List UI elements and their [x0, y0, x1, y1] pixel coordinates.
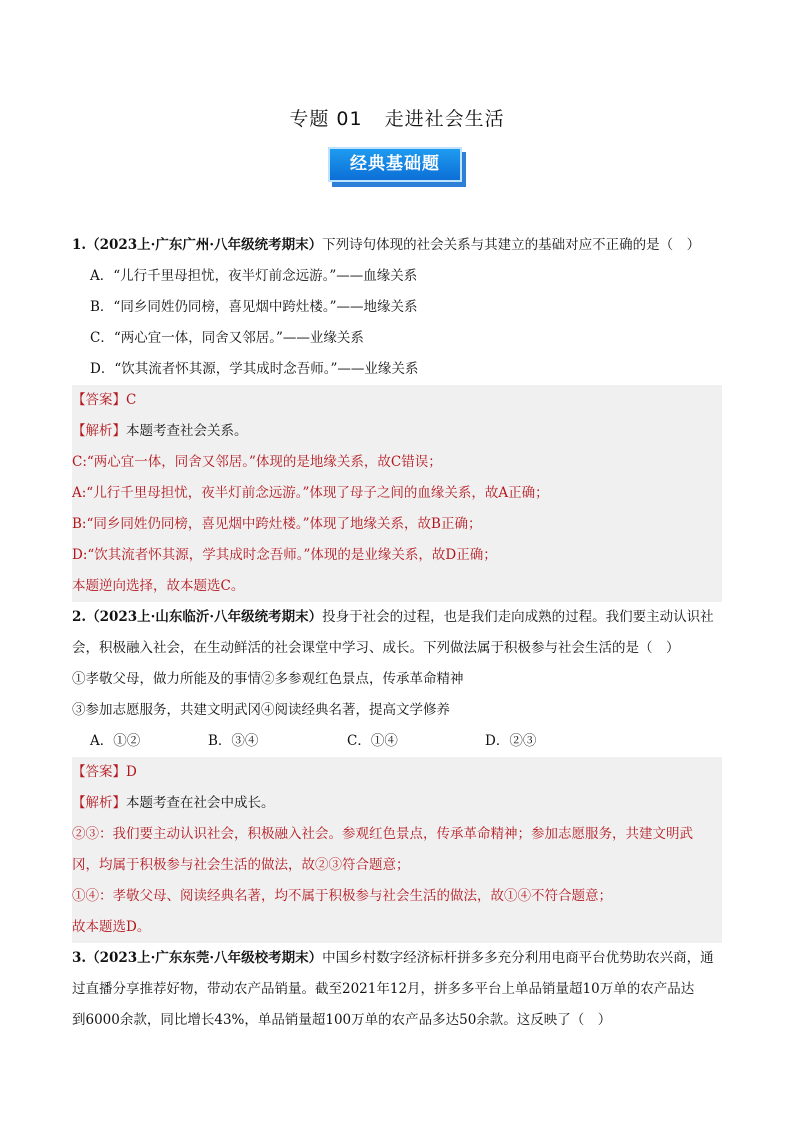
question-3-stem-cont: 到6000余款，同比增长43%，单品销量超100万单的农产品多达50余款。这反映了（ ）: [72, 1012, 612, 1028]
q1-option-d: D．“饮其流者怀其源，学其成时念吾师。”——业缘关系: [90, 361, 419, 377]
q2-options: [72, 726, 722, 757]
question-3-stem-cont: 过直播分享推荐好物，带动农产品销量。截至2021年12月，拼多多平台上单品销量超10万单的农产品达: [72, 981, 695, 997]
q2-analysis-intro: 【解析】本题考查在社会中成长。: [72, 795, 275, 811]
document-body: [72, 230, 722, 1036]
q1-answer: 【答案】C: [72, 392, 137, 408]
q2-option-a: A．①②: [90, 733, 141, 749]
q2-items-line2: ③参加志愿服务，共建文明武冈④阅读经典名著，提高文学修养: [72, 702, 450, 718]
question-2-stem-cont: 会，积极融入社会，在生动鲜活的社会课堂中学习、成长。下列做法属于积极参与社会生活的是（ ）: [72, 640, 680, 656]
q2-answer: 【答案】D: [72, 764, 137, 780]
q2-option-c: C．①④: [347, 733, 398, 749]
q2-analysis-b: ①④：孝敬父母、阅读经典名著，均不属于积极参与社会生活的做法，故①④不符合题意；: [72, 888, 612, 904]
q2-analysis-a1: ②③：我们要主动认识社会，积极融入社会。参观红色景点，传承革命精神；参加志愿服务，共建文明武: [72, 826, 693, 842]
q1-analysis-line: C:“两心宜一体，同舍又邻居。”体现的是地缘关系，故C错误；: [72, 454, 442, 470]
section-badge: [328, 147, 466, 187]
q1-analysis-intro: 【解析】本题考查社会关系。: [72, 423, 248, 439]
q1-option-b: B．“同乡同姓仍同榜，喜见烟中跨灶楼。”——地缘关系: [90, 299, 418, 315]
question-3-stem: 3.（2023上·广东东莞·八年级校考期末）中国乡村数字经济标杆拼多多充分利用电商平台优势助农兴商，通: [72, 950, 714, 966]
page-title: [0, 104, 794, 131]
question-2-stem: 2.（2023上·山东临沂·八年级统考期末）投身于社会的过程，也是我们走向成熟的过程。我们要主动认识社: [72, 609, 714, 625]
q2-answer-block: [72, 757, 722, 943]
q2-conclusion: 故本题选D。: [72, 919, 151, 935]
title-text: 走进社会生活: [384, 108, 505, 130]
q1-answer-block: [72, 385, 722, 602]
badge-label: 经典基础题: [328, 147, 462, 182]
q1-analysis-line: D:“饮其流者怀其源，学其成时念吾师。”体现的是业缘关系，故D正确；: [72, 547, 497, 563]
q2-items-line1: ①孝敬父母，做力所能及的事情②多参观红色景点，传承革命精神: [72, 671, 464, 687]
q2-option-d: D．②③: [485, 733, 537, 749]
q1-conclusion: 本题逆向选择，故本题选C。: [72, 578, 245, 594]
q2-analysis-a2: 冈，均属于积极参与社会生活的做法，故②③符合题意；: [72, 857, 410, 873]
q1-analysis-line: B:“同乡同姓仍同榜，喜见烟中跨灶楼。”体现了地缘关系，故B正确；: [72, 516, 482, 532]
q1-option-a: A．“儿行千里母担忧，夜半灯前念远游。”——血缘关系: [90, 268, 418, 284]
question-1-stem: 1.（2023上·广东广州·八年级统考期末）下列诗句体现的社会关系与其建立的基础对应不正确的是（ ）: [72, 237, 701, 253]
q1-option-c: C．“两心宜一体，同舍又邻居。”——业缘关系: [90, 330, 364, 346]
q2-option-b: B．③④: [208, 733, 259, 749]
q1-analysis-line: A:“儿行千里母担忧，夜半灯前念远游。”体现了母子之间的血缘关系，故A正确；: [72, 485, 549, 501]
title-number: 专题 01: [289, 108, 363, 130]
